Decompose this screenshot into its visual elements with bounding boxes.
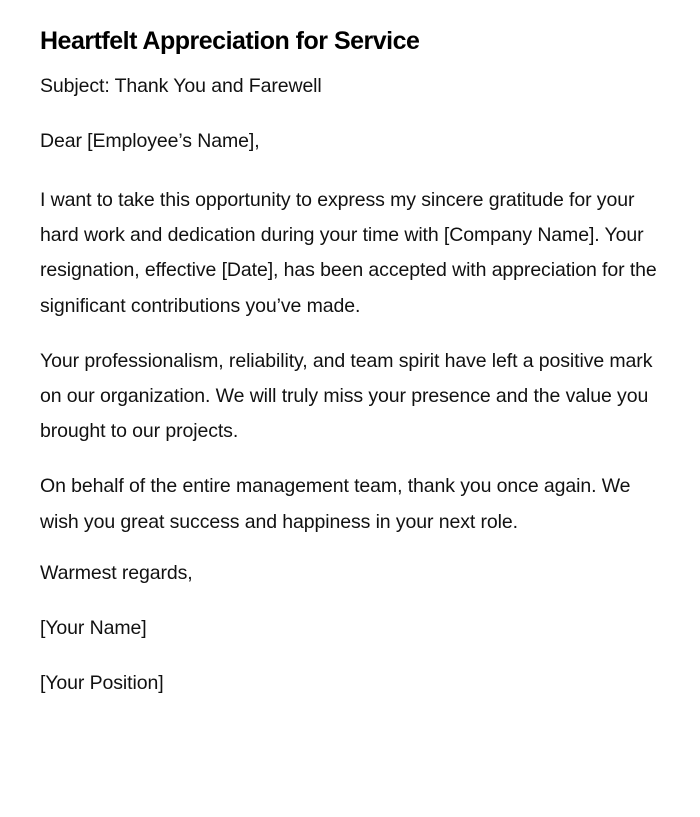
letter-closing: Warmest regards, xyxy=(40,561,193,584)
letter-paragraph-1: I want to take this opportunity to express my sincere gratitude for your hard work and dedication during your time with [Company Name]. Your resignation, effective [Date], has been accepted with appreciation for the significant contributions you’ve made. xyxy=(40,189,657,317)
signature-name: [Your Name] xyxy=(40,616,147,639)
letter-title: Heartfelt Appreciation for Service xyxy=(40,27,420,55)
letter-paragraph-3: On behalf of the entire management team, thank you once again. We wish you great success and happiness in your next role. xyxy=(40,475,631,533)
letter-salutation: Dear [Employee’s Name], xyxy=(40,130,260,152)
signature-position: [Your Position] xyxy=(40,671,164,694)
letter-subject: Subject: Thank You and Farewell xyxy=(40,75,322,97)
letter-paragraph-2: Your professionalism, reliability, and team spirit have left a positive mark on our organization. We will truly miss your presence and the value you brought to our projects. xyxy=(40,349,653,443)
